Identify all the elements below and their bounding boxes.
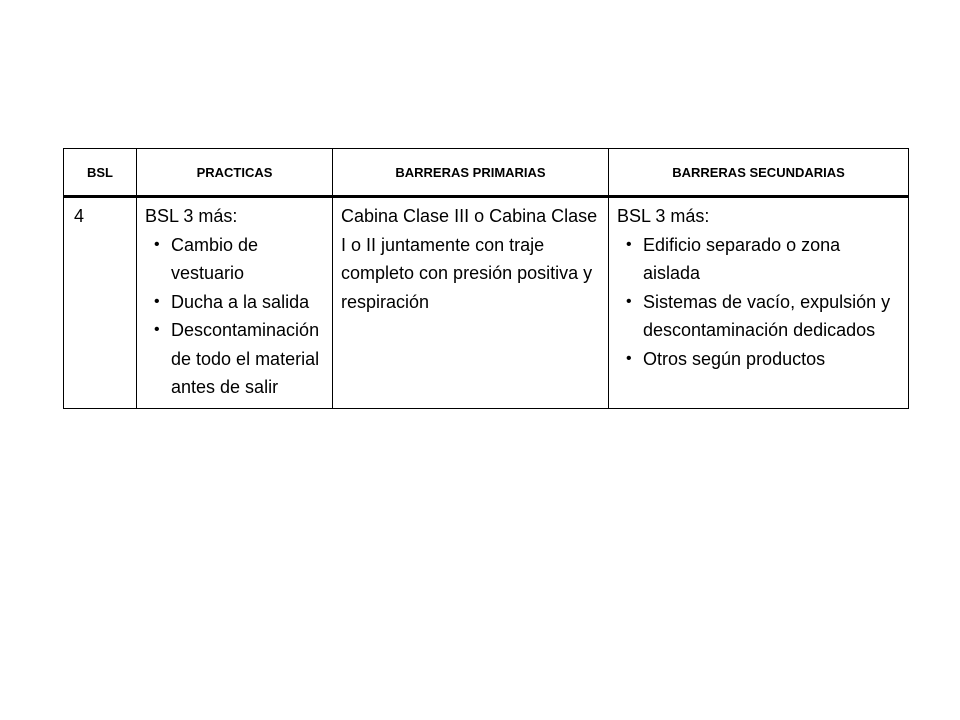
list-item: • Descontaminación de todo el material antes de salir <box>145 316 326 402</box>
secundarias-list <box>617 231 902 374</box>
header-bsl: BSL <box>64 149 137 197</box>
header-barreras-primarias: BARRERAS PRIMARIAS <box>333 149 609 197</box>
practicas-list <box>145 231 326 402</box>
list-item: • Edificio separado o zona aislada <box>617 231 902 288</box>
header-barreras-secundarias: BARRERAS SECUNDARIAS <box>609 149 909 197</box>
header-practicas: PRACTICAS <box>137 149 333 197</box>
secundarias-intro: BSL 3 más: <box>617 206 710 226</box>
list-item: • Otros según productos <box>617 345 902 374</box>
list-item: • Ducha a la salida <box>145 288 326 317</box>
list-item: • Sistemas de vacío, expulsión y descontaminación dedicados <box>617 288 902 345</box>
practicas-cell <box>137 197 333 409</box>
header-row <box>64 149 909 197</box>
bsl-level-cell: 4 <box>64 197 137 409</box>
bsl-table <box>63 148 909 409</box>
barreras-primarias-text: Cabina Clase III o Cabina Clase I o II juntamente con traje completo con presión positiva y respiración <box>341 206 598 312</box>
list-item: • Cambio de vestuario <box>145 231 326 288</box>
barreras-secundarias-cell <box>609 197 909 409</box>
barreras-primarias-cell <box>333 197 609 409</box>
table-row <box>64 197 909 409</box>
practicas-intro: BSL 3 más: <box>145 206 238 226</box>
